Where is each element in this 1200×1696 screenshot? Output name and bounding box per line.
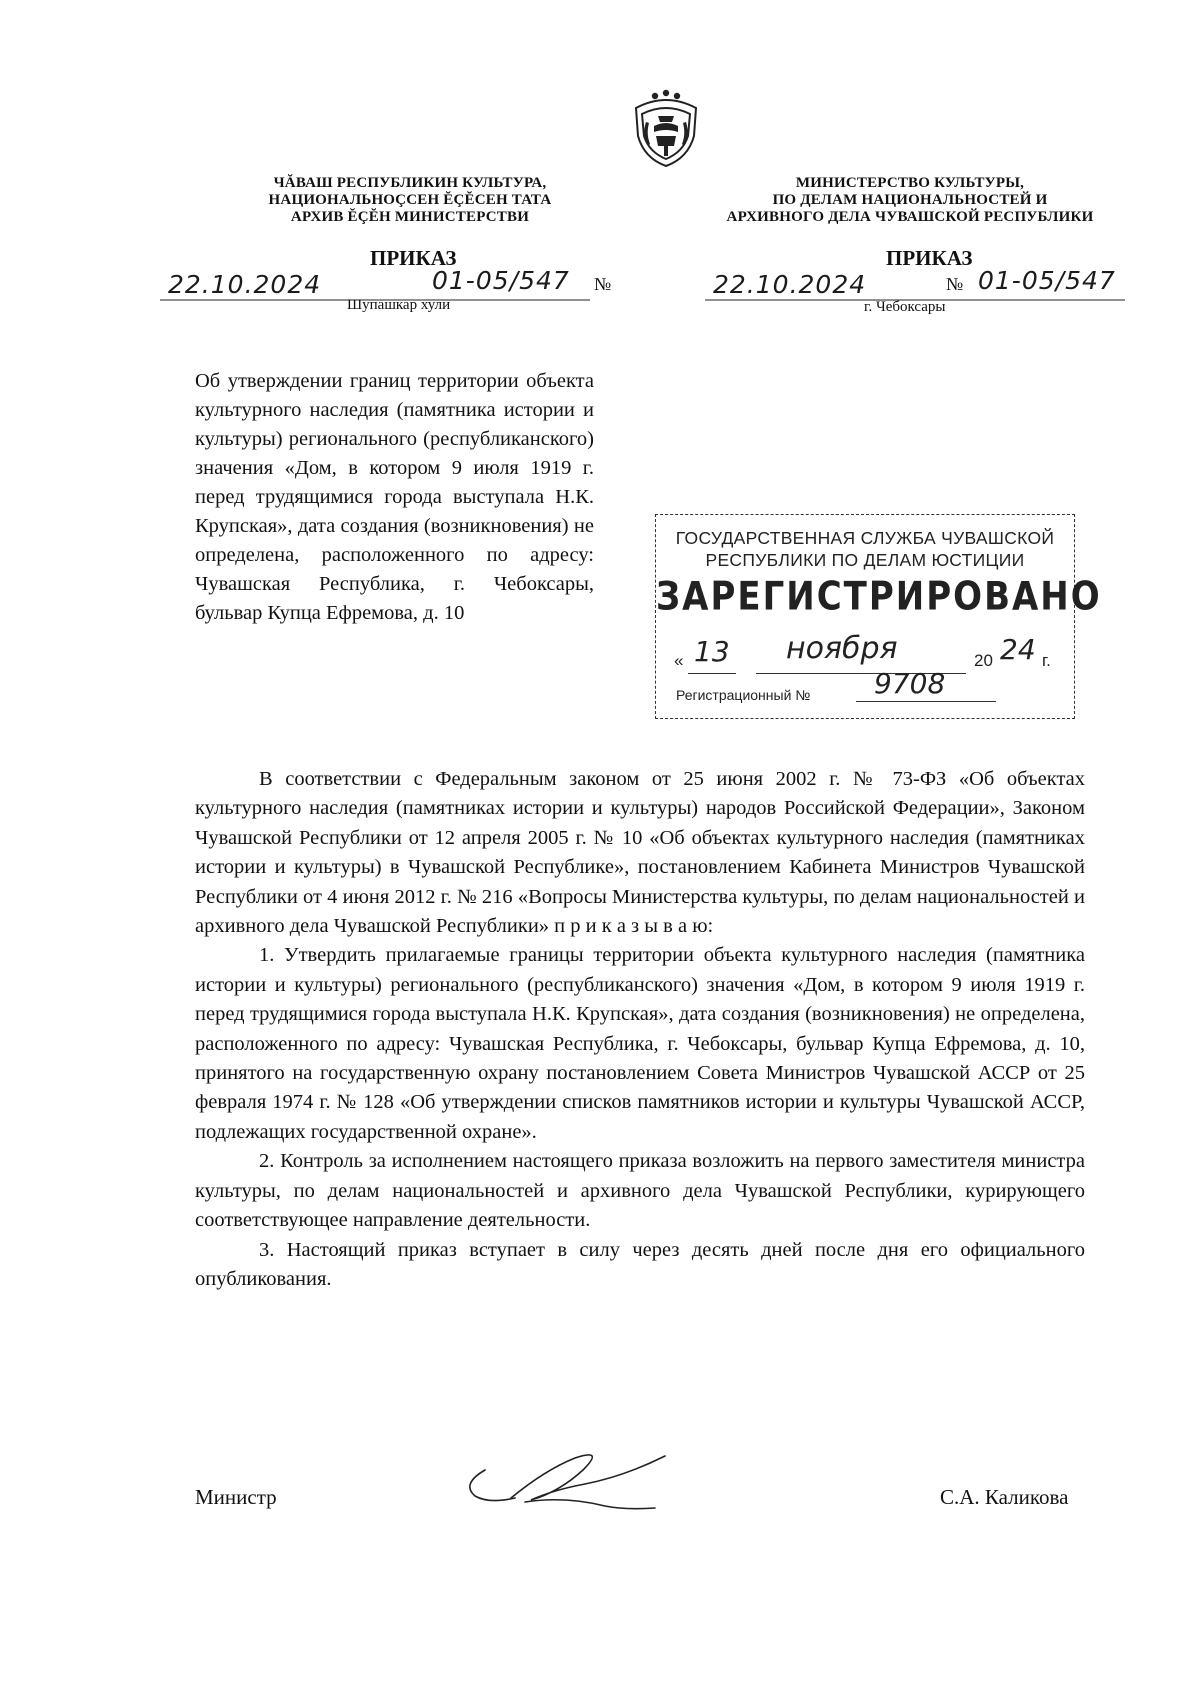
stamp-regno-value: 9708 [874, 667, 946, 700]
handwritten-date-right: 22.10.2024 [713, 270, 867, 299]
body-paragraph: 1. Утвердить прилагаемые границы территории объекта культурного наследия (памятника истории и культуры) регионального (республиканского) значения «Дом, в котором 9 июля 1919 г. перед трудящимися города выступала Н.К. Крупская», дата создания (возникновения) не определена, расположенного по адресу: Чувашская Республика, г. Чебоксары, бульвар Купца Ефремова, д. 10, принятого на государственную охрану постановлением Совета Министров Чувашской АССР от 25 февраля 1974 г. № 128 «Об утверждении списков памятников истории и культуры Чувашской АССР, подлежащих государственной охране». [195, 944, 1085, 1143]
stamp-day-line [688, 673, 736, 674]
body-paragraph: 3. Настоящий приказ вступает в силу через десять дней после дня его официального опубликования. [195, 1238, 1085, 1290]
stamp-month: ноября [786, 631, 898, 666]
doc-type-right: ПРИКАЗ [886, 246, 973, 270]
body-paragraph: В соответствии с Федеральным законом от 25 июня 2002 г. № 73-ФЗ «Об объектах культурного наследия (памятниках истории и культуры) народов Российской Федерации», Законом Чувашской Республики от 12 апреля 2005 г. № 10 «Об объектах культурного наследия (памятниках истории и культуры) в Чувашской Республике», постановлением Кабинета Министров Чувашской Республики от 4 июня 2012 г. № 216 «Вопросы Министерства культуры, по делам национальностей и архивного дела Чувашской Республики» п р и к а з ы в а ю: [195, 768, 1085, 938]
handwritten-date-left: 22.10.2024 [168, 270, 322, 299]
stamp-regno-line [856, 701, 996, 702]
body-paragraph: 2. Контроль за исполнением настоящего приказа возложить на первого заместителя министра культуры, по делам национальностей и архивного дела Чувашской Республики, курирующего соответствующее направление деятельности. [195, 1150, 1085, 1232]
stamp-century: 20 [974, 651, 993, 670]
doc-type-left: ПРИКАЗ [370, 246, 457, 270]
header-left-line: ЧĂВАШ РЕСПУБЛИКИН КУЛЬТУРА, [273, 175, 547, 191]
stamp-registered-label: ЗАРЕГИСТРИРОВАНО [656, 574, 1102, 620]
header-right-org [710, 175, 1110, 226]
signatory-role: Министр [195, 1485, 277, 1509]
stamp-year-suffix: г. [1042, 651, 1051, 670]
header-left-line: АРХИВ ĔÇĔН МИНИСТЕРСТВИ [290, 209, 530, 225]
coat-of-arms-emblem [628, 88, 704, 170]
header-right-line: АРХИВНОГО ДЕЛА ЧУВАШСКОЙ РЕСПУБЛИКИ [726, 209, 1094, 225]
header-left-org [245, 175, 575, 226]
city-right: г. Чебоксары [864, 299, 946, 315]
registration-stamp [655, 514, 1102, 719]
stamp-day: 13 [694, 635, 730, 668]
stamp-org-line: ГОСУДАРСТВЕННАЯ СЛУЖБА ЧУВАШСКОЙ [675, 528, 1055, 548]
city-left: Шупашкар хули [347, 297, 451, 313]
stamp-quote: « [674, 651, 684, 670]
handwritten-number-right: 01-05/547 [978, 266, 1116, 295]
number-sign-left: № [594, 274, 612, 294]
stamp-organization [656, 527, 1074, 571]
document-body [195, 765, 1085, 1294]
header-left-line: НАЦИОНАЛЬНОÇСЕН ĔÇĔСЕН ТАТА [268, 192, 552, 208]
document-title: Об утверждении границ территории объекта культурного наследия (памятника истории и культуры) регионального (республиканского) значения «Дом, в котором 9 июля 1919 г. перед трудящимися города выступала Н.К. Крупская», дата создания (возникновения) не определена, расположенного по адресу: Чувашская Республика, г. Чебоксары, бульвар Купца Ефремова, д. 10 [195, 370, 594, 624]
handwritten-signature [455, 1440, 695, 1520]
stamp-org-line: РЕСПУБЛИКИ ПО ДЕЛАМ ЮСТИЦИИ [705, 550, 1025, 570]
header-right-line: ПО ДЕЛАМ НАЦИОНАЛЬНОСТЕЙ И [772, 192, 1048, 208]
stamp-regno-label: Регистрационный № [676, 687, 811, 703]
stamp-year: 24 [1000, 633, 1036, 666]
handwritten-number-left: 01-05/547 [432, 266, 570, 295]
number-sign-right: № [946, 274, 964, 294]
header-right-line: МИНИСТЕРСТВО КУЛЬТУРЫ, [795, 175, 1025, 191]
signatory-name: С.А. Каликова [940, 1485, 1069, 1509]
